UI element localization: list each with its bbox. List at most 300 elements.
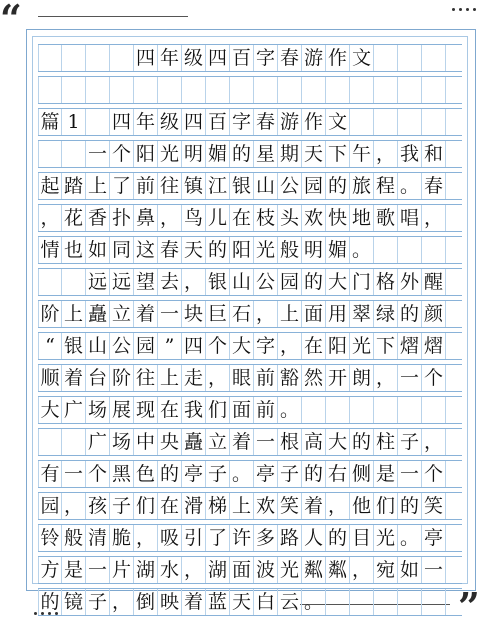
grid-cell: 宛 xyxy=(374,557,398,583)
grid-cell xyxy=(374,109,398,135)
grid-cell: 着 xyxy=(302,493,326,519)
grid-cell: ， xyxy=(134,525,158,551)
heading-row xyxy=(38,108,462,136)
grid-cell: 朗 xyxy=(350,365,374,391)
grid-cell: 文 xyxy=(326,109,350,135)
grid-cell: 银 xyxy=(206,269,230,295)
grid-cell xyxy=(110,45,134,71)
grid-cell: 矗 xyxy=(86,301,110,327)
grid-cell: 个 xyxy=(110,141,134,167)
grid-cell: 湖 xyxy=(206,557,230,583)
grid-cell: 踏 xyxy=(62,173,86,199)
grid-cell: 亭 xyxy=(254,461,278,487)
top-decor-line xyxy=(38,16,188,17)
grid-cell: 游 xyxy=(278,109,302,135)
body-line xyxy=(38,172,462,200)
grid-cell: 天 xyxy=(182,237,206,263)
grid-cell: 往 xyxy=(134,365,158,391)
grid-cell xyxy=(422,45,446,71)
body-line xyxy=(38,588,462,616)
grid-cell: 熠 xyxy=(422,333,446,359)
grid-cell: 鼻 xyxy=(134,205,158,231)
grid-cell: 远 xyxy=(86,269,110,295)
grid-cell: 百 xyxy=(206,109,230,135)
grid-cell: 着 xyxy=(134,301,158,327)
grid-cell: 这 xyxy=(134,237,158,263)
grid-cell xyxy=(374,397,398,423)
grid-cell xyxy=(422,397,446,423)
grid-cell: ， xyxy=(422,205,446,231)
grid-cell xyxy=(350,589,374,615)
grid-cell: 清 xyxy=(86,525,110,551)
grid-cell: 熠 xyxy=(398,333,422,359)
body-line xyxy=(38,204,462,232)
grid-cell: 水 xyxy=(158,557,182,583)
grid-cell: 园 xyxy=(302,173,326,199)
grid-cell xyxy=(62,45,86,71)
grid-cell: 一 xyxy=(422,557,446,583)
grid-cell: 歌 xyxy=(374,205,398,231)
grid-cell: 公 xyxy=(254,269,278,295)
grid-cell: 面 xyxy=(230,557,254,583)
body-line xyxy=(38,268,462,296)
grid-cell: 大 xyxy=(326,429,350,455)
grid-cell: 云 xyxy=(278,589,302,615)
grid-cell: 文 xyxy=(350,45,374,71)
grid-cell: 颜 xyxy=(422,301,446,327)
grid-cell xyxy=(398,237,422,263)
grid-cell: 四 xyxy=(206,45,230,71)
grid-cell xyxy=(326,77,350,103)
body-line xyxy=(38,492,462,520)
grid-cell: 翠 xyxy=(350,301,374,327)
grid-cell: 蓝 xyxy=(206,589,230,615)
grid-cell: 色 xyxy=(134,461,158,487)
grid-cell: 们 xyxy=(134,493,158,519)
grid-cell xyxy=(398,589,422,615)
grid-cell: 亭 xyxy=(422,525,446,551)
grid-cell: 台 xyxy=(86,365,110,391)
grid-cell xyxy=(206,77,230,103)
grid-cell: 湖 xyxy=(134,557,158,583)
grid-cell: 粼 xyxy=(326,557,350,583)
grid-cell: ” xyxy=(158,333,182,359)
grid-cell: 广 xyxy=(86,429,110,455)
grid-cell: 阳 xyxy=(134,141,158,167)
grid-cell: 立 xyxy=(110,301,134,327)
grid-cell xyxy=(230,77,254,103)
close-quote-mark: ” xyxy=(458,584,480,629)
grid-cell: 方 xyxy=(38,557,62,583)
grid-cell: 阳 xyxy=(230,237,254,263)
grid-cell xyxy=(422,109,446,135)
grid-cell: 上 xyxy=(230,493,254,519)
grid-cell xyxy=(62,77,86,103)
grid-cell: 上 xyxy=(62,301,86,327)
grid-cell: 外 xyxy=(398,269,422,295)
grid-cell: 走 xyxy=(182,365,206,391)
grid-cell: 的 xyxy=(302,269,326,295)
grid-cell: 游 xyxy=(302,45,326,71)
grid-cell xyxy=(398,109,422,135)
grid-cell: 有 xyxy=(38,461,62,487)
grid-cell: 年 xyxy=(134,109,158,135)
grid-cell: 篇 xyxy=(38,109,62,135)
grid-cell: 目 xyxy=(350,525,374,551)
grid-cell: 多 xyxy=(254,525,278,551)
grid-cell xyxy=(38,45,62,71)
grid-cell: 去 xyxy=(158,269,182,295)
grid-cell: 块 xyxy=(182,301,206,327)
grid-cell: ， xyxy=(278,333,302,359)
grid-cell: ， xyxy=(326,493,350,519)
grid-cell: 园 xyxy=(134,333,158,359)
grid-cell: 格 xyxy=(374,269,398,295)
grid-cell: 天 xyxy=(230,589,254,615)
grid-cell: 的 xyxy=(230,141,254,167)
grid-cell: 巨 xyxy=(206,301,230,327)
grid-cell: 光 xyxy=(278,557,302,583)
body-line xyxy=(38,460,462,488)
grid-cell: 。 xyxy=(278,397,302,423)
grid-cell: 如 xyxy=(398,557,422,583)
grid-cell: 在 xyxy=(158,493,182,519)
grid-cell: 起 xyxy=(38,173,62,199)
grid-cell xyxy=(350,397,374,423)
grid-cell xyxy=(38,429,62,455)
grid-cell: 一 xyxy=(86,557,110,583)
grid-cell xyxy=(254,77,278,103)
grid-cell: 绿 xyxy=(374,301,398,327)
grid-cell xyxy=(422,237,446,263)
grid-cell: 欢 xyxy=(302,205,326,231)
grid-cell: 柱 xyxy=(374,429,398,455)
grid-cell: 上 xyxy=(158,365,182,391)
grid-cell xyxy=(422,589,446,615)
grid-cell: 情 xyxy=(38,237,62,263)
grid-cell: ， xyxy=(158,205,182,231)
grid-cell: ， xyxy=(110,589,134,615)
grid-cell: 光 xyxy=(350,333,374,359)
grid-cell: 大 xyxy=(326,269,350,295)
grid-cell: 石 xyxy=(230,301,254,327)
title-row xyxy=(38,44,462,72)
grid-cell: 子 xyxy=(206,461,230,487)
grid-cell: 的 xyxy=(398,301,422,327)
grid-cell: 白 xyxy=(254,589,278,615)
grid-cell: 鸟 xyxy=(182,205,206,231)
grid-cell xyxy=(38,77,62,103)
grid-cell: 媚 xyxy=(326,237,350,263)
grid-cell: 光 xyxy=(374,525,398,551)
grid-cell: 的 xyxy=(38,589,62,615)
grid-cell: 的 xyxy=(350,429,374,455)
grid-cell: 春 xyxy=(278,45,302,71)
grid-cell: 银 xyxy=(230,173,254,199)
grid-cell xyxy=(62,269,86,295)
grid-cell: 年 xyxy=(158,45,182,71)
grid-cell: 欢 xyxy=(254,493,278,519)
body-line xyxy=(38,300,462,328)
grid-cell: 个 xyxy=(422,365,446,391)
grid-cell xyxy=(422,77,446,103)
grid-cell: 立 xyxy=(206,429,230,455)
grid-cell: 镇 xyxy=(182,173,206,199)
grid-cell: 前 xyxy=(254,397,278,423)
grid-cell: 香 xyxy=(86,205,110,231)
grid-cell: 江 xyxy=(206,173,230,199)
grid-cell: 明 xyxy=(182,141,206,167)
grid-cell: 一 xyxy=(86,141,110,167)
grid-cell: 开 xyxy=(326,365,350,391)
grid-cell xyxy=(398,77,422,103)
grid-cell: 现 xyxy=(134,397,158,423)
body-line xyxy=(38,396,462,424)
grid-cell xyxy=(278,77,302,103)
grid-cell: ， xyxy=(374,141,398,167)
grid-cell: 片 xyxy=(110,557,134,583)
grid-cell: 在 xyxy=(230,205,254,231)
grid-cell: 春 xyxy=(422,173,446,199)
grid-cell: ， xyxy=(38,205,62,231)
grid-cell: 望 xyxy=(134,269,158,295)
grid-cell xyxy=(302,77,326,103)
grid-cell: 和 xyxy=(422,141,446,167)
body-line xyxy=(38,332,462,360)
grid-cell: 的 xyxy=(206,237,230,263)
grid-cell: 在 xyxy=(302,333,326,359)
grid-cell: 右 xyxy=(326,461,350,487)
grid-cell xyxy=(38,141,62,167)
grid-cell: 一 xyxy=(158,301,182,327)
body-line xyxy=(38,364,462,392)
grid-cell: 了 xyxy=(206,525,230,551)
grid-cell: 央 xyxy=(158,429,182,455)
grid-cell xyxy=(62,429,86,455)
grid-cell: ， xyxy=(182,269,206,295)
grid-cell xyxy=(374,589,398,615)
grid-cell: 百 xyxy=(230,45,254,71)
grid-cell: 的 xyxy=(398,493,422,519)
grid-cell: 。 xyxy=(302,589,326,615)
grid-cell: 中 xyxy=(134,429,158,455)
grid-cell: 顺 xyxy=(38,365,62,391)
grid-cell xyxy=(86,45,110,71)
grid-cell: 矗 xyxy=(182,429,206,455)
grid-cell: 头 xyxy=(278,205,302,231)
grid-cell: 广 xyxy=(62,397,86,423)
grid-cell: 星 xyxy=(254,141,278,167)
grid-cell: ， xyxy=(350,557,374,583)
grid-cell: 公 xyxy=(278,173,302,199)
grid-cell: 光 xyxy=(158,141,182,167)
grid-cell: 四 xyxy=(182,333,206,359)
grid-cell: 们 xyxy=(206,397,230,423)
grid-cell: 下 xyxy=(374,333,398,359)
grid-cell: 醒 xyxy=(422,269,446,295)
grid-cell: 一 xyxy=(62,461,86,487)
grid-cell: 展 xyxy=(110,397,134,423)
grid-cell: 明 xyxy=(302,237,326,263)
grid-cell: 镜 xyxy=(62,589,86,615)
grid-cell: 个 xyxy=(422,461,446,487)
grid-cell: 级 xyxy=(182,45,206,71)
grid-cell: 面 xyxy=(230,397,254,423)
grid-cell: 快 xyxy=(326,205,350,231)
grid-cell: 子 xyxy=(86,589,110,615)
grid-cell xyxy=(134,77,158,103)
blank-row xyxy=(38,76,462,104)
grid-cell: 字 xyxy=(254,45,278,71)
grid-cell: ， xyxy=(62,493,86,519)
grid-cell xyxy=(326,589,350,615)
grid-cell: 梯 xyxy=(206,493,230,519)
grid-cell: 个 xyxy=(206,333,230,359)
grid-cell xyxy=(86,109,110,135)
grid-cell: 四 xyxy=(110,109,134,135)
grid-cell: 山 xyxy=(230,269,254,295)
grid-cell: 字 xyxy=(254,333,278,359)
grid-cell: ， xyxy=(182,557,206,583)
grid-cell: ， xyxy=(374,365,398,391)
grid-cell: 。 xyxy=(398,525,422,551)
grid-cell: 前 xyxy=(254,365,278,391)
grid-cell: 用 xyxy=(326,301,350,327)
grid-cell xyxy=(398,397,422,423)
grid-cell: 着 xyxy=(230,429,254,455)
grid-cell: 笑 xyxy=(278,493,302,519)
grid-cell xyxy=(302,397,326,423)
grid-cell: 唱 xyxy=(398,205,422,231)
grid-cell: 期 xyxy=(278,141,302,167)
grid-cell: 着 xyxy=(182,589,206,615)
grid-cell: 旅 xyxy=(350,173,374,199)
body-line xyxy=(38,140,462,168)
grid-cell xyxy=(374,45,398,71)
grid-cell xyxy=(350,77,374,103)
grid-cell: 的 xyxy=(158,461,182,487)
grid-cell: 子 xyxy=(278,461,302,487)
grid-cell: 阶 xyxy=(38,301,62,327)
grid-cell: 脆 xyxy=(110,525,134,551)
grid-cell: 高 xyxy=(302,429,326,455)
grid-cell: 媚 xyxy=(206,141,230,167)
grid-cell: 程 xyxy=(374,173,398,199)
grid-cell: 他 xyxy=(350,493,374,519)
grid-cell: 上 xyxy=(86,173,110,199)
grid-cell: 山 xyxy=(86,333,110,359)
grid-cell: 亭 xyxy=(182,461,206,487)
manuscript-grid xyxy=(38,44,462,613)
grid-cell: 枝 xyxy=(254,205,278,231)
grid-cell: 一 xyxy=(254,429,278,455)
body-line xyxy=(38,556,462,584)
grid-cell: 远 xyxy=(110,269,134,295)
grid-cell: 然 xyxy=(302,365,326,391)
grid-cell: 在 xyxy=(158,397,182,423)
grid-cell: 许 xyxy=(230,525,254,551)
grid-cell: 个 xyxy=(86,461,110,487)
grid-cell: 山 xyxy=(254,173,278,199)
grid-cell: 子 xyxy=(110,493,134,519)
grid-cell: 春 xyxy=(254,109,278,135)
grid-cell: 了 xyxy=(110,173,134,199)
grid-cell: 大 xyxy=(230,333,254,359)
grid-cell: 面 xyxy=(302,301,326,327)
grid-cell: 。 xyxy=(230,461,254,487)
grid-cell: 豁 xyxy=(278,365,302,391)
grid-cell: 四 xyxy=(182,109,206,135)
body-line xyxy=(38,524,462,552)
grid-cell: 光 xyxy=(254,237,278,263)
grid-cell: 般 xyxy=(62,525,86,551)
grid-cell: 四 xyxy=(134,45,158,71)
grid-cell: 笑 xyxy=(422,493,446,519)
grid-cell: ， xyxy=(206,365,230,391)
grid-cell xyxy=(374,237,398,263)
grid-cell: 子 xyxy=(398,429,422,455)
grid-cell: 作 xyxy=(302,109,326,135)
grid-cell: 路 xyxy=(278,525,302,551)
grid-cell: 人 xyxy=(302,525,326,551)
grid-cell xyxy=(110,77,134,103)
grid-cell: 的 xyxy=(326,525,350,551)
grid-cell: 园 xyxy=(278,269,302,295)
grid-cell xyxy=(158,77,182,103)
grid-cell: 吸 xyxy=(158,525,182,551)
grid-cell: 前 xyxy=(134,173,158,199)
top-decor-dots xyxy=(452,8,476,11)
grid-cell: 孩 xyxy=(86,493,110,519)
open-quote-mark: “ xyxy=(0,0,22,41)
grid-cell: 午 xyxy=(350,141,374,167)
grid-cell: “ xyxy=(38,333,62,359)
grid-cell xyxy=(38,269,62,295)
grid-cell: 的 xyxy=(326,173,350,199)
grid-cell: 侧 xyxy=(350,461,374,487)
grid-cell: 是 xyxy=(374,461,398,487)
grid-cell: 粼 xyxy=(302,557,326,583)
grid-cell: 是 xyxy=(62,557,86,583)
grid-cell: 。 xyxy=(398,173,422,199)
grid-cell: 引 xyxy=(182,525,206,551)
grid-cell: 大 xyxy=(38,397,62,423)
grid-cell: 的 xyxy=(302,461,326,487)
grid-cell: 也 xyxy=(62,237,86,263)
grid-cell: 场 xyxy=(110,429,134,455)
grid-cell: 同 xyxy=(110,237,134,263)
grid-cell: 地 xyxy=(350,205,374,231)
body-line xyxy=(38,428,462,456)
grid-cell xyxy=(86,77,110,103)
grid-cell: 扑 xyxy=(110,205,134,231)
grid-cell: 波 xyxy=(254,557,278,583)
grid-cell: 天 xyxy=(302,141,326,167)
grid-cell: 儿 xyxy=(206,205,230,231)
grid-cell: 作 xyxy=(326,45,350,71)
grid-cell: 1 xyxy=(62,109,86,135)
grid-cell xyxy=(350,109,374,135)
grid-cell: 往 xyxy=(158,173,182,199)
grid-cell: 花 xyxy=(62,205,86,231)
grid-cell: 着 xyxy=(62,365,86,391)
grid-cell: 滑 xyxy=(182,493,206,519)
grid-cell xyxy=(182,77,206,103)
grid-cell: 一 xyxy=(398,365,422,391)
grid-cell xyxy=(62,141,86,167)
grid-cell: 门 xyxy=(350,269,374,295)
grid-cell xyxy=(326,397,350,423)
